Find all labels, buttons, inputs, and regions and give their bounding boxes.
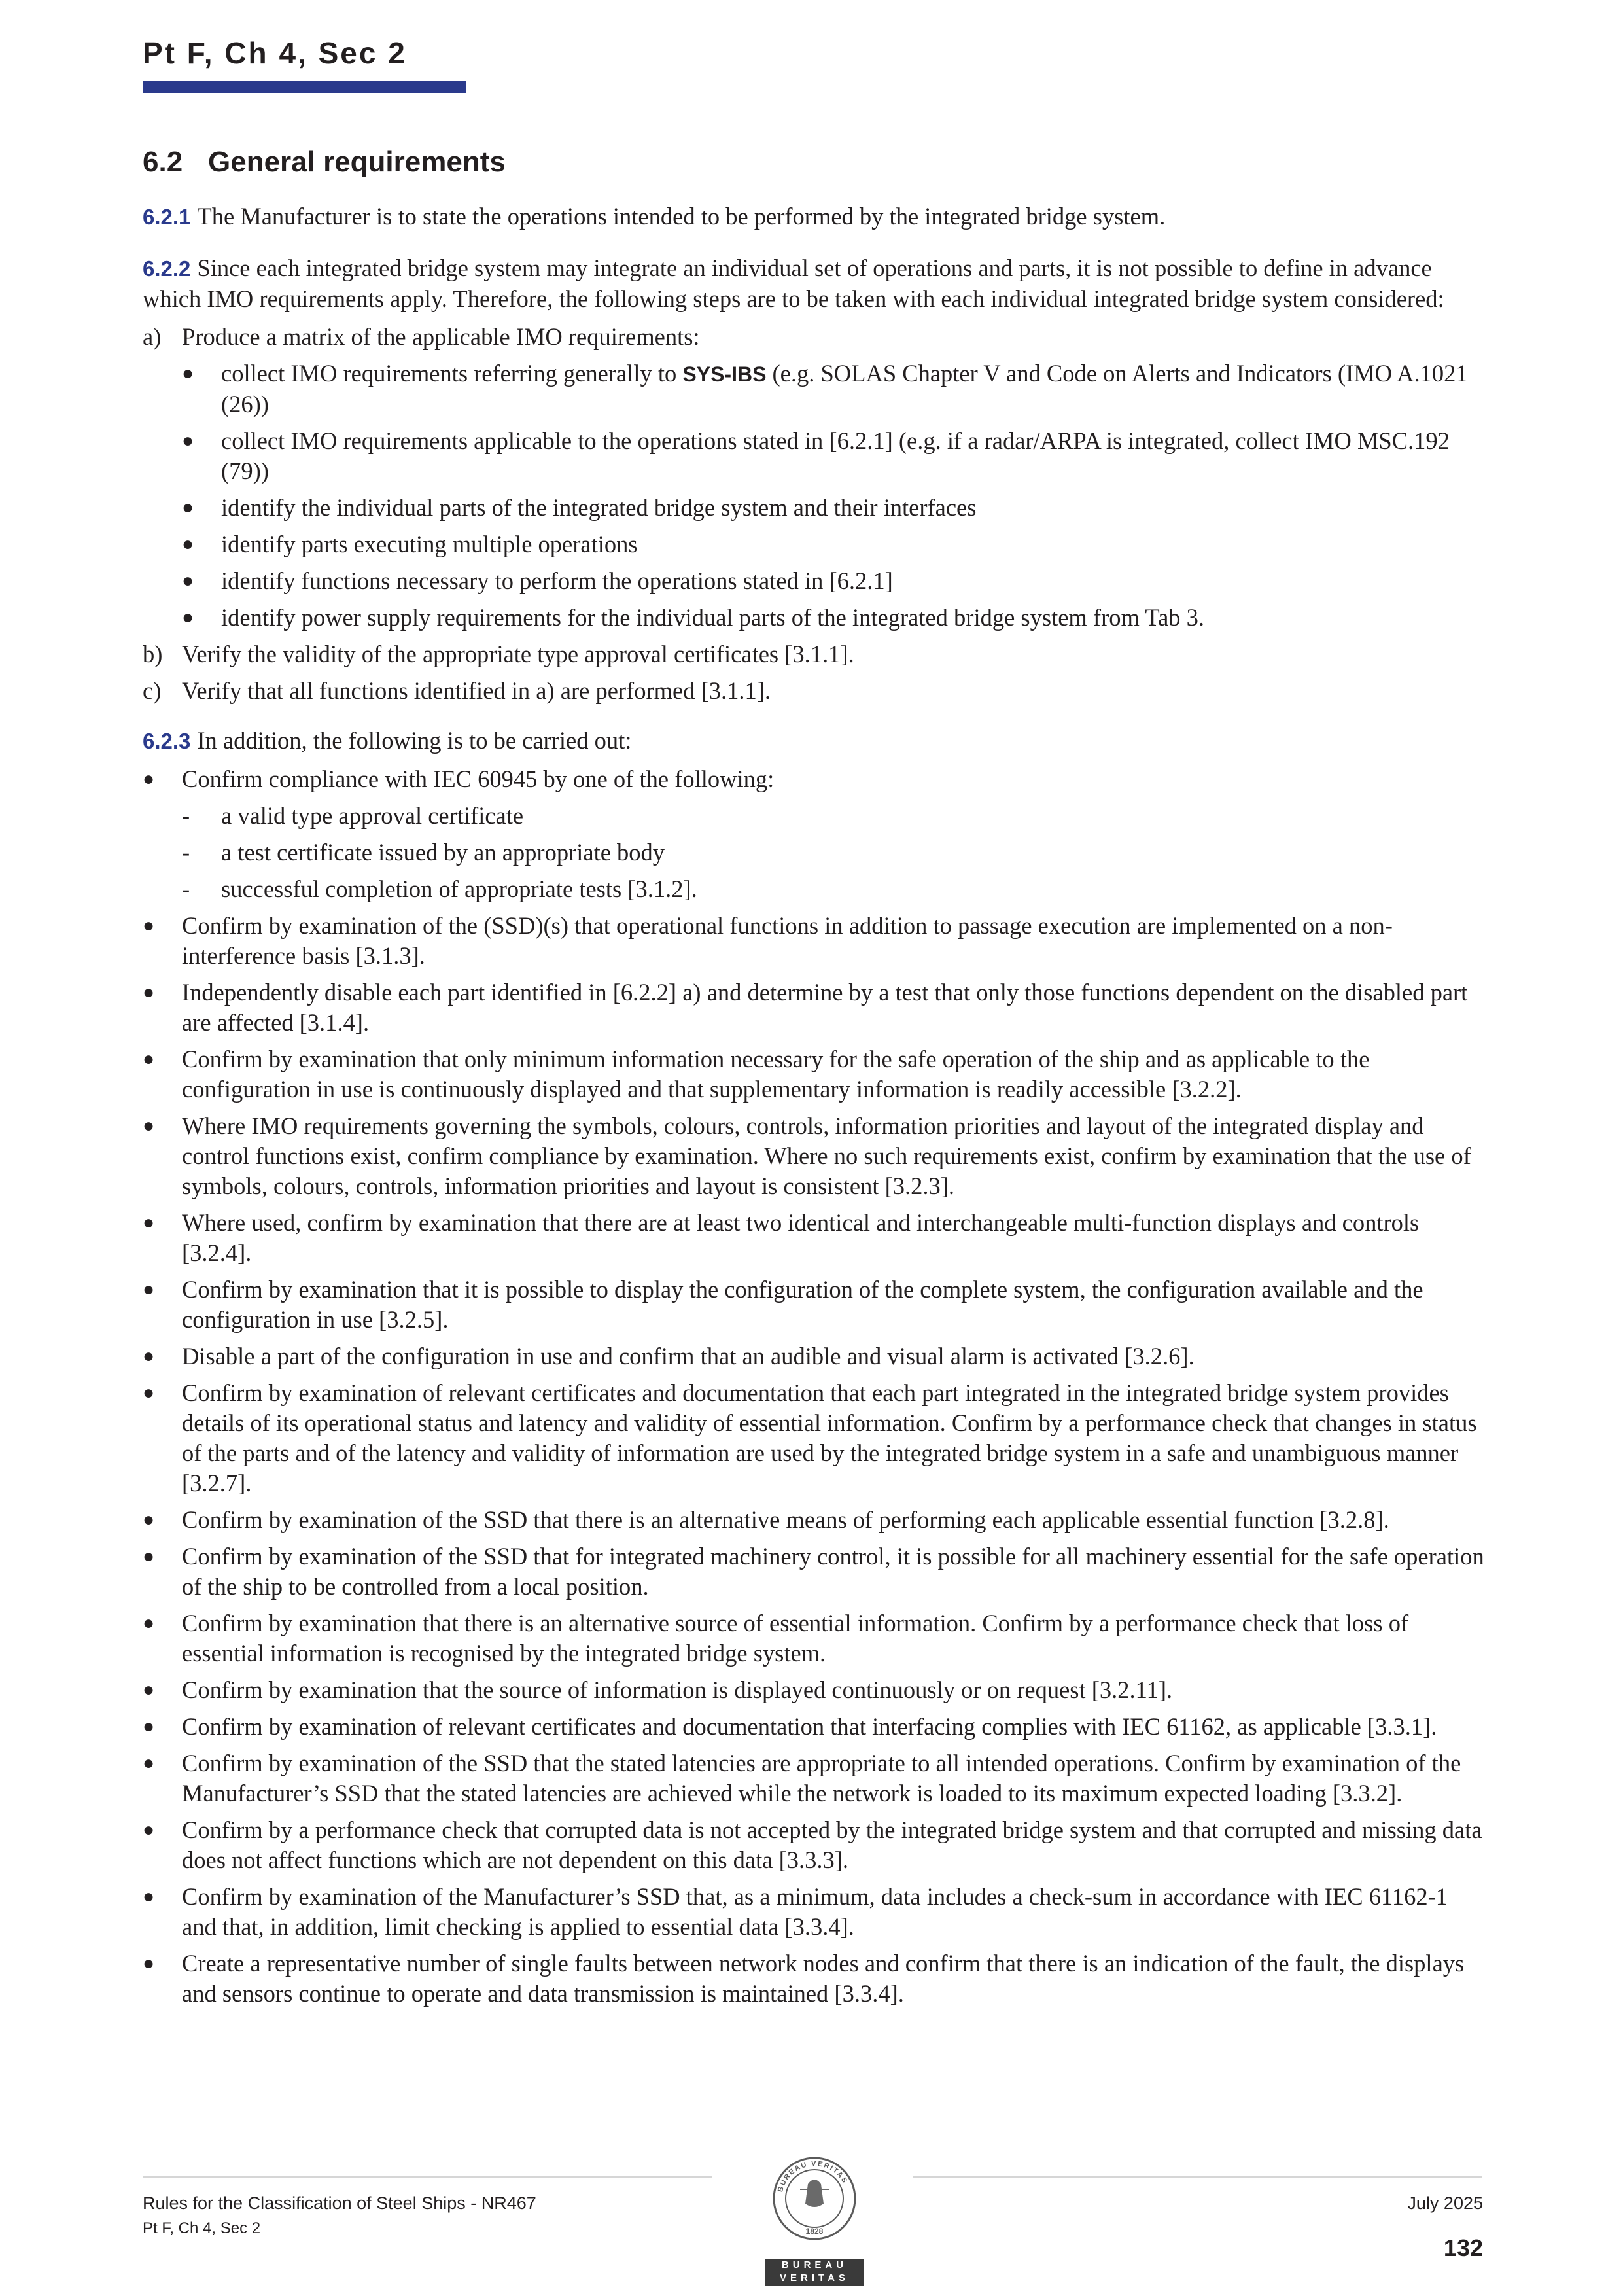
list-item [143,1675,1485,1705]
bullet-icon: ● [143,768,155,790]
compliance-sublist [182,801,1485,904]
bullet-icon: ● [182,570,194,592]
step-a-sublist [182,359,1485,633]
list-item [182,493,1485,523]
list-item [143,1505,1485,1535]
section-title: General requirements [208,146,506,178]
item-text: Confirm compliance with IEC 60945 by one of the following: [182,766,775,792]
sub-item [182,801,1485,831]
item-text: identify power supply requirements for the individual parts of the integrated bridge system from Tab 3. [221,604,1205,631]
bullet-icon: ● [182,430,194,451]
wordmark-line-2: VERITAS [780,2272,849,2284]
item-text: Disable a part of the configuration in use and confirm that an audible and visual alarm is activated [3.2.6]. [182,1343,1195,1369]
paragraph-text: In addition, the following is to be carried out: [197,727,632,754]
item-text: Confirm by examination of relevant certificates and documentation that each part integrated in the integrated bridge system provides details of its operational status and latency and validity of essential information. Confirm by a performance check that changes in status of the parts and of the latency and validity of information are used by the integrated bridge system in a safe and unambiguous manner [3.2.7]. [182,1379,1477,1496]
step-marker: a) [143,323,162,350]
bullet-icon: ● [182,607,194,628]
step-marker: b) [143,641,163,667]
list-item [143,1208,1485,1268]
paragraph-text: The Manufacturer is to state the operations intended to be performed by the integrated bridge system. [197,203,1166,230]
bullet-icon: ● [143,1115,155,1137]
bullet-icon: ● [143,1952,155,1974]
list-item [143,764,1485,904]
step-text: Produce a matrix of the applicable IMO requirements: [182,323,700,350]
bullet-icon: ● [143,1819,155,1841]
list-item [143,1044,1485,1104]
footer-divider-right [913,2176,1482,2178]
list-item [143,911,1485,971]
bullet-icon: ● [143,1716,155,1737]
bullet-icon: ● [182,497,194,518]
svg-text:BUREAU VERITAS: BUREAU VERITAS [777,2159,849,2193]
item-text: Where used, confirm by examination that there are at least two identical and interchangeable multi-function displays and controls [3.2.4]. [182,1209,1420,1266]
bureau-veritas-seal-icon [762,2138,867,2278]
section-number: 6.2 [143,146,183,178]
requirements-list [143,764,1485,2009]
bullet-icon: ● [143,1279,155,1300]
bullet-icon: ● [143,1212,155,1233]
dash-icon: - [182,802,190,829]
bullet-icon: ● [143,1509,155,1530]
list-item [182,603,1485,633]
item-text: collect IMO requirements applicable to the operations stated in [6.2.1] (e.g. if a radar/ARPA is integrated, collect IMO MSC.192 (79)) [221,427,1450,484]
list-item [143,1341,1485,1371]
list-item [143,1748,1485,1809]
bullet-icon: ● [143,1752,155,1774]
bullet-icon: ● [182,362,194,384]
page-number: 132 [1443,2234,1483,2261]
item-text-bold: SYS-IBS [682,362,767,386]
item-text-pre: collect IMO requirements referring generally to [221,360,683,387]
bullet-icon: ● [143,1345,155,1367]
main-content [143,143,1485,2015]
list-item [143,1712,1485,1742]
item-text: Confirm by examination of the Manufacturer’s SSD that, as a minimum, data includes a check-sum in accordance with IEC 61162-1 and that, in addition, limit checking is applied to essential data [3.3.4]. [182,1883,1448,1940]
item-text: a valid type approval certificate [221,802,524,829]
paragraph-6-2-2 [143,253,1485,314]
bureau-veritas-wordmark [765,2259,864,2286]
footer-section-ref: Pt F, Ch 4, Sec 2 [143,2219,261,2237]
step-c [143,676,1485,706]
bullet-icon: ● [143,1679,155,1701]
sub-item [182,838,1485,868]
list-item [143,1111,1485,1201]
bullet-icon: ● [143,1545,155,1567]
item-text: Confirm by examination of the SSD that for integrated machinery control, it is possible for all machinery essential for the safe operation of the ship to be controlled from a local position. [182,1543,1484,1600]
item-text: Confirm by examination that it is possible to display the configuration of the complete system, the configuration available and the configuration in use [3.2.5]. [182,1276,1423,1333]
logo-year: 1828 [805,2227,824,2236]
bullet-icon: ● [182,533,194,555]
paragraph-number: 6.2.3 [143,729,191,753]
bullet-icon: ● [143,1382,155,1404]
paragraph-number: 6.2.2 [143,256,191,281]
item-text: identify the individual parts of the integrated bridge system and their interfaces [221,494,977,521]
item-text: successful completion of appropriate tests [3.1.2]. [221,875,697,902]
item-text: identify parts executing multiple operations [221,531,638,557]
steps-list [143,322,1485,706]
list-item [143,1608,1485,1669]
paragraph-number: 6.2.1 [143,205,191,229]
list-item [143,1882,1485,1942]
item-text: Confirm by examination of relevant certificates and documentation that interfacing complies with IEC 61162, as applicable [3.3.1]. [182,1713,1437,1740]
item-text: Create a representative number of single faults between network nodes and confirm that there is an indication of the fault, the displays and sensors continue to operate and data transmission is maintained [3.3.4]. [182,1950,1465,2007]
item-text: Confirm by examination that there is an alternative source of essential information. Confirm by a performance check that loss of essential information is recognised by the integrated bridge system. [182,1610,1409,1667]
paragraph-6-2-3 [143,726,1485,756]
paragraph-text: Since each integrated bridge system may integrate an individual set of operations and parts, it is not possible to define in advance which IMO requirements apply. Therefore, the following steps are to be taken with each individual integrated bridge system considered: [143,255,1444,312]
item-text: Confirm by examination of the SSD that there is an alternative means of performing each applicable essential function [3.2.8]. [182,1506,1389,1533]
item-text: Confirm by examination that the source of information is displayed continuously or on request [3.2.11]. [182,1676,1173,1703]
running-header: Pt F, Ch 4, Sec 2 [143,36,407,70]
step-marker: c) [143,677,162,704]
list-item [182,359,1485,419]
step-text: Verify the validity of the appropriate type approval certificates [3.1.1]. [182,641,854,667]
bullet-icon: ● [143,1612,155,1634]
item-text: Independently disable each part identified in [6.2.2] a) and determine by a test that only those functions dependent on the disabled part are affected [3.1.4]. [182,979,1468,1036]
list-item [143,1949,1485,2009]
item-text: Where IMO requirements governing the symbols, colours, controls, information priorities and layout of the integrated display and control functions exist, confirm compliance by examination. Where no such requirements exist, confirm by examination that the use of symbols, colours, controls, information priorities and layout is consistent [3.2.3]. [182,1112,1471,1199]
item-text: identify functions necessary to perform the operations stated in [6.2.1] [221,567,893,594]
list-item [143,1542,1485,1602]
wordmark-line-1: BUREAU [781,2259,848,2270]
step-text: Verify that all functions identified in a) are performed [3.1.1]. [182,677,771,704]
list-item [182,426,1485,486]
bullet-icon: ● [143,981,155,1003]
item-text-post: (e.g. SOLAS Chapter V and Code on Alerts and Indicators (IMO A.1021 (26)) [221,360,1468,417]
header-accent-bar [143,81,466,93]
footer-document-title: Rules for the Classification of Steel Ships - NR467 [143,2193,536,2213]
footer-divider-left [143,2176,712,2178]
step-a [143,322,1485,633]
bullet-icon: ● [143,915,155,936]
dash-icon: - [182,875,190,902]
list-item [182,529,1485,559]
item-text: Confirm by examination of the (SSD)(s) that operational functions in addition to passage execution are implemented on a non-interference basis [3.1.3]. [182,912,1393,969]
item-text: a test certificate issued by an appropriate body [221,839,665,866]
list-item [143,1378,1485,1498]
sub-item [182,874,1485,904]
list-item [182,566,1485,596]
bullet-icon: ● [143,1048,155,1070]
section-heading [143,143,1485,182]
bullet-icon: ● [143,1886,155,1907]
list-item [143,1815,1485,1875]
list-item [143,1275,1485,1335]
paragraph-6-2-1 [143,202,1485,232]
list-item [143,978,1485,1038]
item-text: Confirm by a performance check that corrupted data is not accepted by the integrated bridge system and that corrupted and missing data does not affect functions which are not dependent on this data [3.3.3]. [182,1816,1482,1873]
item-text: Confirm by examination that only minimum information necessary for the safe operation of the ship and as applicable to the configuration in use is continuously displayed and that supplementary information is readily accessible [3.2.2]. [182,1046,1370,1103]
item-text: Confirm by examination of the SSD that the stated latencies are appropriate to all intended operations. Confirm by examination of the Manufacturer’s SSD that the stated latencies are achieved while the network is loaded to its maximum expected loading [3.3.2]. [182,1750,1461,1807]
footer-date: July 2025 [1407,2193,1483,2213]
step-b [143,639,1485,669]
dash-icon: - [182,839,190,866]
